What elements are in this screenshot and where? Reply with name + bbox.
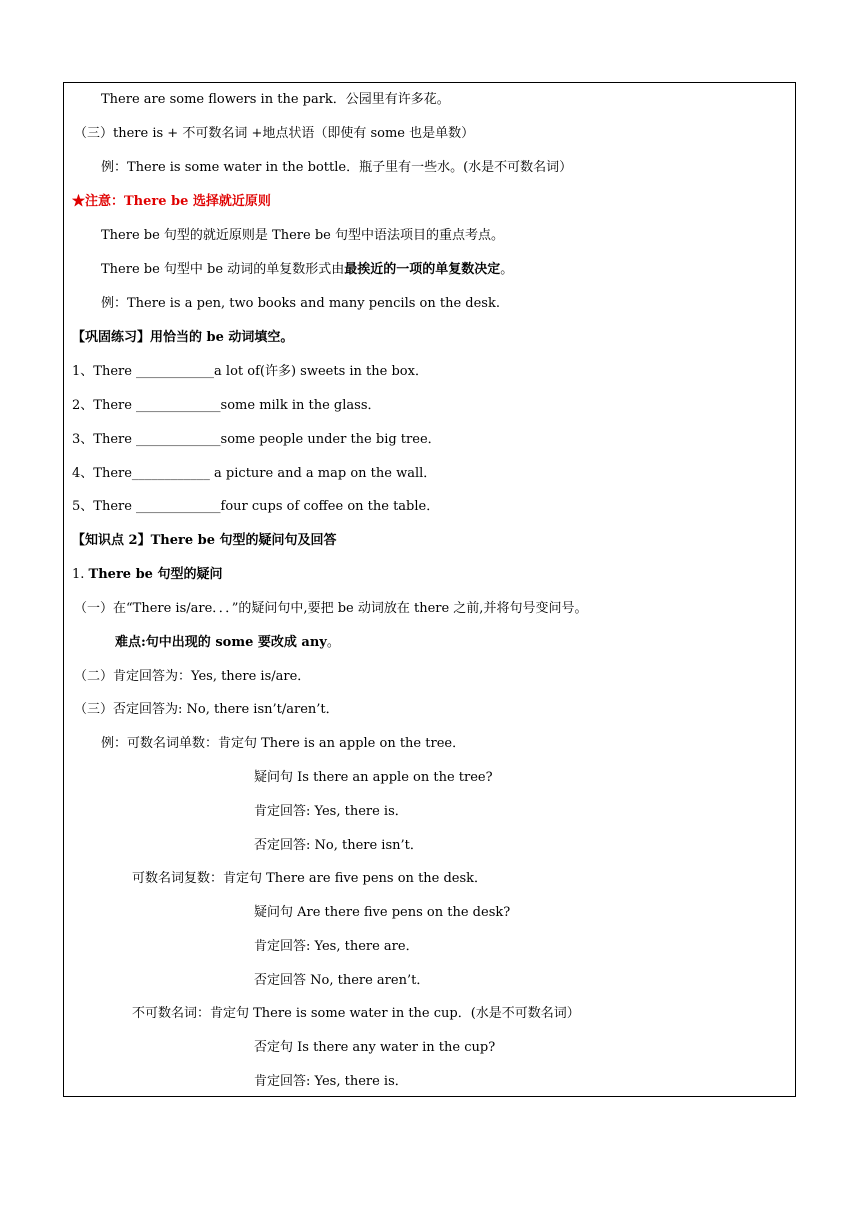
uncountable-example-yes: 肯定回答: Yes, there is． — [254, 1074, 408, 1089]
question-form-rule: （一）在“There is/are．．．”的疑问句中,要把 be 动词放在 there 之前,并将句号变问号。 — [74, 601, 588, 616]
example-water-bottle: 例：There is some water in the bottle．瓶子里有一些水。(水是不可数名词） — [101, 160, 573, 175]
exercise-heading: 【巩固练习】用恰当的 be 动词填空。 — [72, 330, 294, 345]
proximity-rule-text-1: There be 句型的就近原则是 There be 句型中语法项目的重点考点。 — [101, 228, 504, 243]
uncountable-example-statement: 不可数名词：肯定句 There is some water in the cup．(水是不可数名词） — [132, 1006, 580, 1021]
negative-answer-rule: （三）否定回答为: No, there isn’t/aren’t． — [74, 702, 339, 717]
difficulty-note — [115, 634, 340, 652]
proximity-rule-text-2 — [101, 261, 513, 279]
exercise-item-4: 4、There____________ a picture and a map on the wall． — [72, 466, 437, 481]
note-proximity-rule: ★注意：There be 选择就近原则 — [72, 194, 271, 209]
singular-example-no: 否定回答: No, there isn’t． — [254, 838, 423, 853]
singular-example-yes: 肯定回答: Yes, there is． — [254, 804, 408, 819]
plural-example-statement: 可数名词复数：肯定句 There are five pens on the desk． — [132, 871, 488, 886]
plural-example-no: 否定回答 No, there aren’t． — [254, 973, 430, 988]
affirmative-answer-rule: （二）肯定回答为：Yes, there is/are． — [74, 669, 311, 684]
plural-example-yes: 肯定回答: Yes, there are． — [254, 939, 419, 954]
question-form-title: There be 句型的疑问 — [88, 567, 223, 582]
uncountable-example-question: 否定句 Is there any water in the cup? — [254, 1040, 496, 1055]
exercise-item-1: 1、There ____________a lot of(许多) sweets in the box． — [72, 364, 428, 379]
exercise-item-2: 2、There _____________some milk in the glass． — [72, 398, 381, 413]
example-flowers: There are some flowers in the park．公园里有许多花。 — [101, 92, 450, 107]
difficulty-note-text: 难点:句中出现的 some 要改成 any — [115, 635, 327, 650]
exercise-item-5: 5、There _____________four cups of coffee on the table． — [72, 499, 440, 514]
plural-example-question: 疑问句 Are there five pens on the desk? — [254, 905, 511, 920]
proximity-rule-prefix: There be 句型中 be 动词的单复数形式由 — [101, 262, 345, 277]
proximity-rule-suffix: 。 — [500, 262, 514, 277]
proximity-rule-emphasis: 最挨近的一项的单复数决定 — [344, 262, 501, 277]
knowledge-point-2-heading: 【知识点 2】There be 句型的疑问句及回答 — [72, 533, 337, 548]
example-pen-books: 例：There is a pen, two books and many pencils on the desk. — [101, 296, 500, 311]
rule-uncountable: （三）there is + 不可数名词 +地点状语（即使有 some 也是单数） — [74, 126, 475, 141]
exercise-item-3: 3、There _____________some people under the big tree． — [72, 432, 441, 447]
singular-example-statement: 例：可数名词单数：肯定句 There is an apple on the tree． — [101, 736, 466, 751]
question-form-heading — [72, 566, 222, 584]
difficulty-note-end: 。 — [326, 635, 340, 650]
singular-example-question: 疑问句 Is there an apple on the tree? — [254, 770, 493, 785]
question-form-number: 1. — [72, 567, 89, 582]
